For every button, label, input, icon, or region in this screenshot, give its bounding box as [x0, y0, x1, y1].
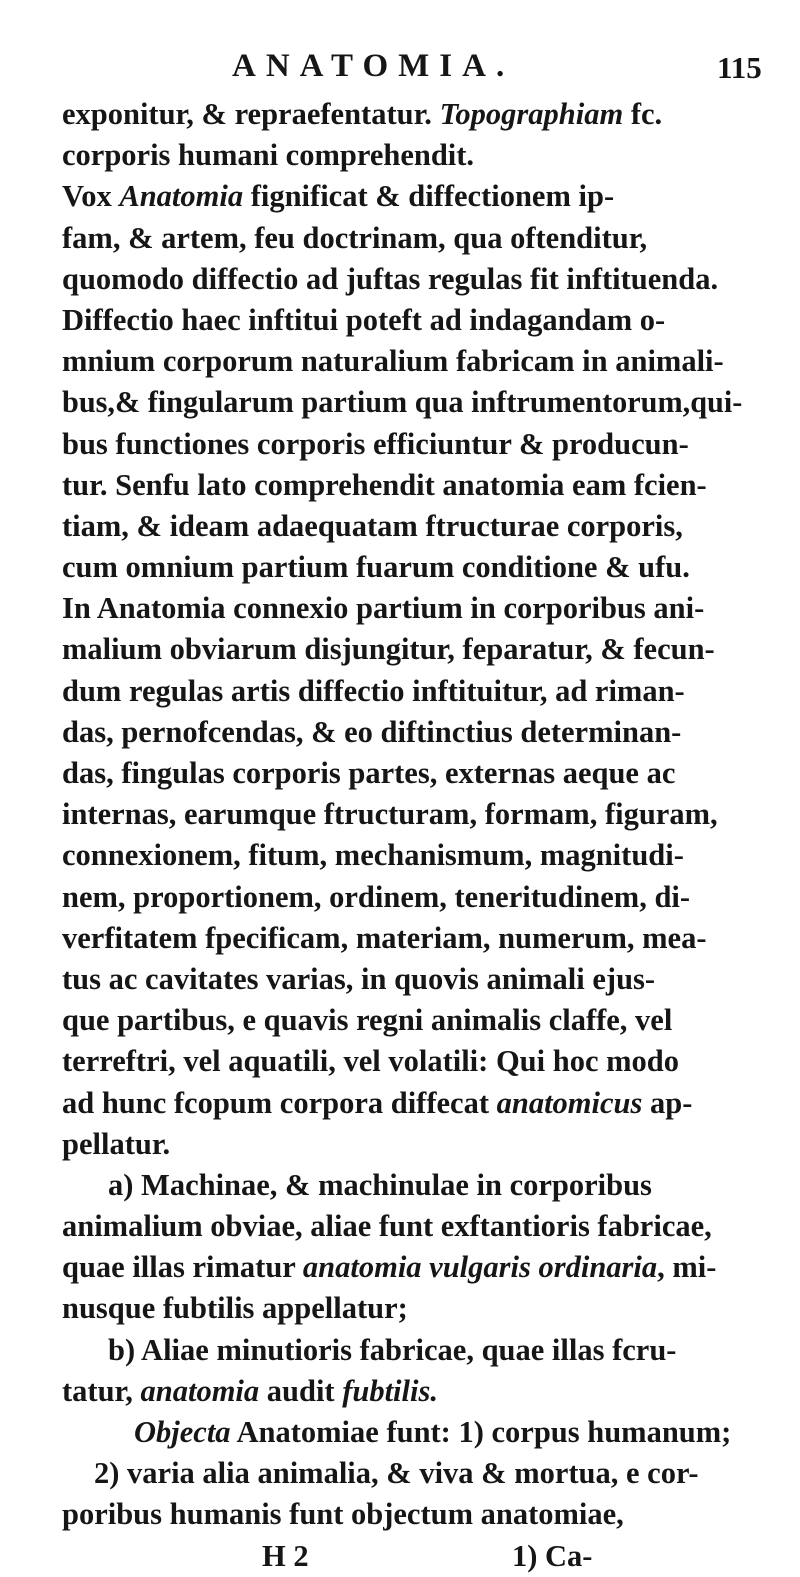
italic-term: fubtilis. — [342, 1373, 438, 1408]
text-run: ad hunc fcopum corpora diffecat — [62, 1085, 497, 1120]
text-line — [62, 1083, 742, 1124]
signature-mark: H 2 — [262, 1538, 309, 1573]
text-line: internas, earumque ftructuram, formam, figuram, — [62, 797, 718, 832]
text-line: nem, proportionem, ordinem, teneritudinem, di- — [62, 879, 691, 914]
text-line: b) Aliae minutioris fabricae, quae illas fcru- — [108, 1332, 677, 1367]
text-line: malium obviarum disjungitur, feparatur, & fecun- — [62, 632, 715, 667]
text-line: das, pernofcendas, & eo diftinctius determinan- — [62, 714, 682, 749]
text-line: tur. Senfu lato comprehendit anatomia eam fcien- — [62, 467, 707, 502]
text-line: 2) varia alia animalia, & viva & mortua, e cor- — [94, 1456, 699, 1491]
text-run: , mi- — [657, 1250, 717, 1285]
text-run: exponitur, & repraefentatur. — [62, 97, 440, 131]
italic-term: anatomicus — [496, 1085, 643, 1120]
text-line: tiam, & ideam adaequatam ftructurae corporis, — [62, 508, 683, 543]
text-line — [62, 1412, 742, 1453]
page-header — [0, 48, 800, 88]
text-line: poribus humanis funt objectum anatomiae, — [62, 1497, 624, 1532]
text-line — [62, 1371, 742, 1412]
text-run: Vox — [62, 179, 120, 214]
text-run: ap- — [642, 1085, 693, 1120]
body-text — [62, 94, 742, 1577]
text-line: a) Machinae, & machinulae in corporibus — [108, 1167, 652, 1202]
text-line: verfitatem fpecificam, materiam, numerum, mea- — [62, 920, 707, 955]
text-line: nusque fubtilis appellatur; — [62, 1291, 408, 1326]
text-run: audit — [259, 1373, 343, 1408]
running-title: ANATOMIA. — [232, 48, 515, 84]
text-line: corporis humani comprehendit. — [62, 138, 475, 173]
text-line: connexionem, fitum, mechanismum, magnitudi- — [62, 838, 684, 873]
italic-term: Anatomia — [119, 179, 244, 214]
text-line: In Anatomia connexio partium in corporibus ani- — [62, 591, 705, 626]
page-footer — [62, 1536, 742, 1577]
text-line — [62, 1247, 742, 1288]
text-line: pellatur. — [62, 1126, 171, 1161]
page-number: 115 — [717, 50, 762, 85]
text-line: terreftri, vel aquatili, vel volatili: Qui hoc modo — [62, 1044, 679, 1079]
text-line: mnium corporum naturalium fabricam in animali- — [62, 344, 724, 379]
text-run: tatur, — [62, 1373, 141, 1408]
text-line: Diffectio haec inftitui poteft ad indagandam o- — [62, 302, 666, 337]
text-line: fam, & artem, feu doctrinam, qua oftenditur, — [62, 220, 648, 255]
text-line: dum regulas artis diffectio inftituitur, ad riman- — [62, 673, 685, 708]
italic-term: anatomia vulgaris ordinaria — [302, 1250, 658, 1285]
text-run: fignificat & diffectionem ip- — [243, 179, 615, 214]
text-line: tus ac cavitates varias, in quovis animali ejus- — [62, 961, 656, 996]
catchword: 1) Ca- — [512, 1538, 593, 1573]
text-run: quae illas rimatur — [62, 1250, 303, 1285]
text-run: Anatomiae funt: 1) corpus humanum; — [230, 1415, 732, 1449]
text-line: animalium obviae, aliae funt exftantioris fabricae, — [62, 1209, 712, 1244]
italic-term: anatomia — [140, 1373, 260, 1408]
italic-term: Topographiam — [439, 97, 624, 131]
text-line — [62, 176, 742, 217]
italic-term: Objecta — [134, 1415, 231, 1449]
text-line: bus functiones corporis efficiuntur & producun- — [62, 426, 689, 461]
text-line: cum omnium partium fuarum conditione & ufu. — [62, 550, 690, 585]
text-line — [62, 94, 742, 135]
text-line: das, fingulas corporis partes, externas aeque ac — [62, 756, 676, 790]
text-line: bus,& fingularum partium qua inftrumentorum,qui- — [62, 385, 743, 420]
text-line: que partibus, e quavis regni animalis claffe, vel — [62, 1003, 673, 1038]
text-line: quomodo diffectio ad juftas regulas fit inftituenda. — [62, 261, 719, 296]
text-run: fc. — [623, 97, 663, 131]
